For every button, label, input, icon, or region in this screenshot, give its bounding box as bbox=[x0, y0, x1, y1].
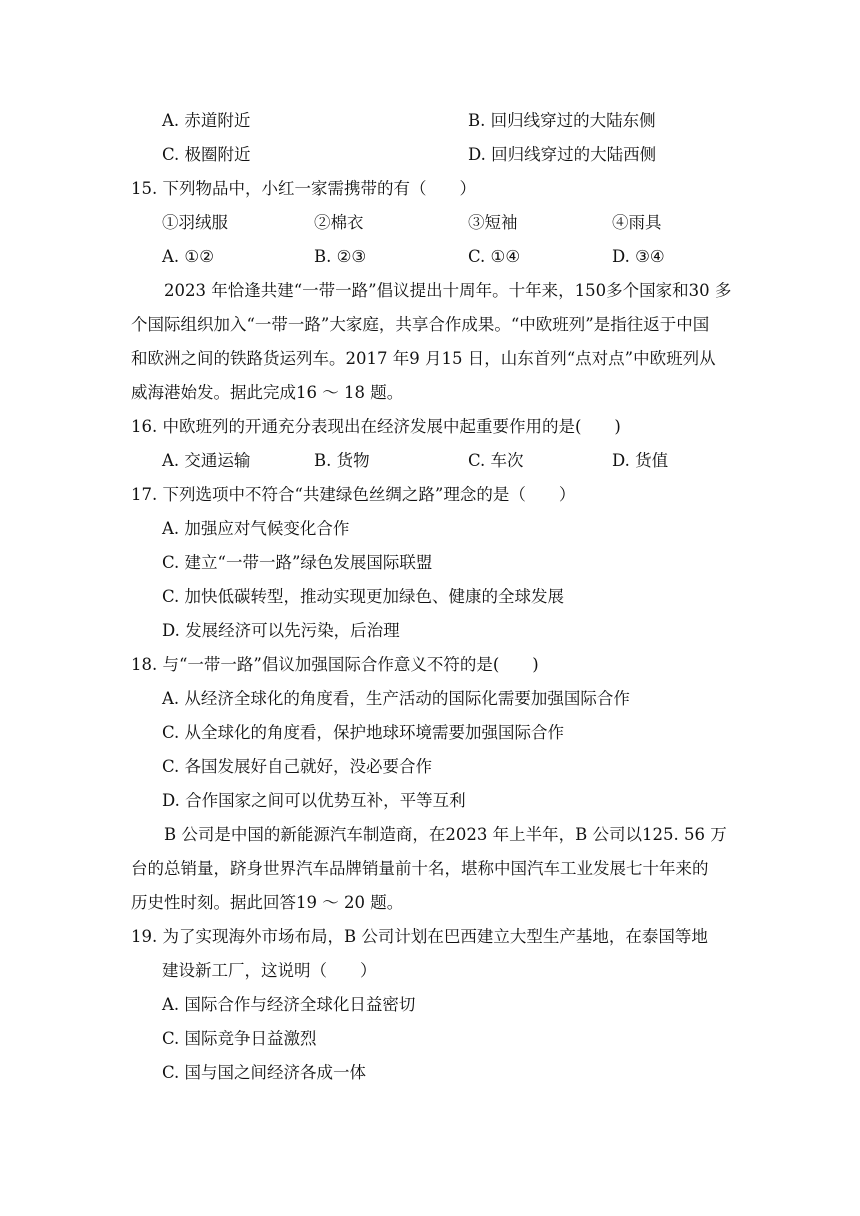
q18-option-d: D. 合作国家之间可以优势互补，平等互利 bbox=[162, 791, 466, 810]
passage1-line: 和欧洲之间的铁路货运列车。2017 年9 月15 日，山东首列“点对点”中欧班列从 bbox=[131, 349, 716, 368]
q14-option-b: B. 回归线穿过的大陆东侧 bbox=[468, 111, 656, 130]
passage1-line: 2023 年恰逢共建“一带一路”倡议提出十周年。十年来，150多个国家和30 多 bbox=[164, 281, 732, 300]
q18-option-b: C. 从全球化的角度看，保护地球环境需要加强国际合作 bbox=[162, 723, 565, 742]
q15-item-3: ③短袖 bbox=[468, 213, 518, 232]
q14-option-d: D. 回归线穿过的大陆西侧 bbox=[468, 145, 657, 164]
q17-option-c: C. 加快低碳转型，推动实现更加绿色、健康的全球发展 bbox=[162, 587, 565, 606]
q19-stem-continued: 建设新工厂，这说明（ ） bbox=[162, 961, 377, 980]
q17-option-a: A. 加强应对气候变化合作 bbox=[162, 519, 350, 538]
passage2-line: B 公司是中国的新能源汽车制造商，在2023 年上半年，B 公司以125. 56 万 bbox=[164, 825, 727, 844]
q15-stem: 15. 下列物品中，小红一家需携带的有（ ） bbox=[131, 179, 476, 198]
q18-stem: 18. 与“一带一路”倡议加强国际合作意义不符的是( ) bbox=[131, 655, 539, 674]
q15-option-c: C. ①④ bbox=[468, 247, 521, 266]
q16-option-b: B. 货物 bbox=[314, 451, 370, 470]
q16-stem: 16. 中欧班列的开通充分表现出在经济发展中起重要作用的是( ) bbox=[131, 417, 621, 436]
q16-option-c: C. 车次 bbox=[468, 451, 524, 470]
q17-option-b: C. 建立“一带一路”绿色发展国际联盟 bbox=[162, 553, 433, 572]
q16-option-a: A. 交通运输 bbox=[162, 451, 251, 470]
passage2-line: 历史性时刻。据此回答19 ～ 20 题。 bbox=[131, 893, 404, 912]
q15-option-d: D. ③④ bbox=[612, 247, 665, 266]
q19-option-a: A. 国际合作与经济全球化日益密切 bbox=[162, 995, 416, 1014]
q14-option-c: C. 极圈附近 bbox=[162, 145, 251, 164]
q18-option-c: C. 各国发展好自己就好，没必要合作 bbox=[162, 757, 433, 776]
passage2-line: 台的总销量，跻身世界汽车品牌销量前十名，堪称中国汽车工业发展七十年来的 bbox=[131, 859, 709, 878]
passage1-line: 威海港始发。据此完成16 ～ 18 题。 bbox=[131, 383, 404, 402]
q15-option-a: A. ①② bbox=[162, 247, 214, 266]
q15-item-4: ④雨具 bbox=[612, 213, 662, 232]
q17-stem: 17. 下列选项中不符合“共建绿色丝绸之路”理念的是（ ） bbox=[131, 485, 576, 504]
passage1-line: 个国际组织加入“一带一路”大家庭，共享合作成果。“中欧班列”是指往返于中国 bbox=[131, 315, 710, 334]
q17-option-d: D. 发展经济可以先污染，后治理 bbox=[162, 621, 400, 640]
q15-item-2: ②棉衣 bbox=[314, 213, 364, 232]
q16-option-d: D. 货值 bbox=[612, 451, 669, 470]
q15-option-b: B. ②③ bbox=[314, 247, 367, 266]
q19-option-c: C. 国与国之间经济各成一体 bbox=[162, 1063, 367, 1082]
q19-stem: 19. 为了实现海外市场布局，B 公司计划在巴西建立大型生产基地，在泰国等地 bbox=[131, 927, 708, 946]
q15-item-1: ①羽绒服 bbox=[162, 213, 228, 232]
q18-option-a: A. 从经济全球化的角度看，生产活动的国际化需要加强国际合作 bbox=[162, 689, 630, 708]
q19-option-b: C. 国际竞争日益激烈 bbox=[162, 1029, 317, 1048]
q14-option-a: A. 赤道附近 bbox=[162, 111, 251, 130]
